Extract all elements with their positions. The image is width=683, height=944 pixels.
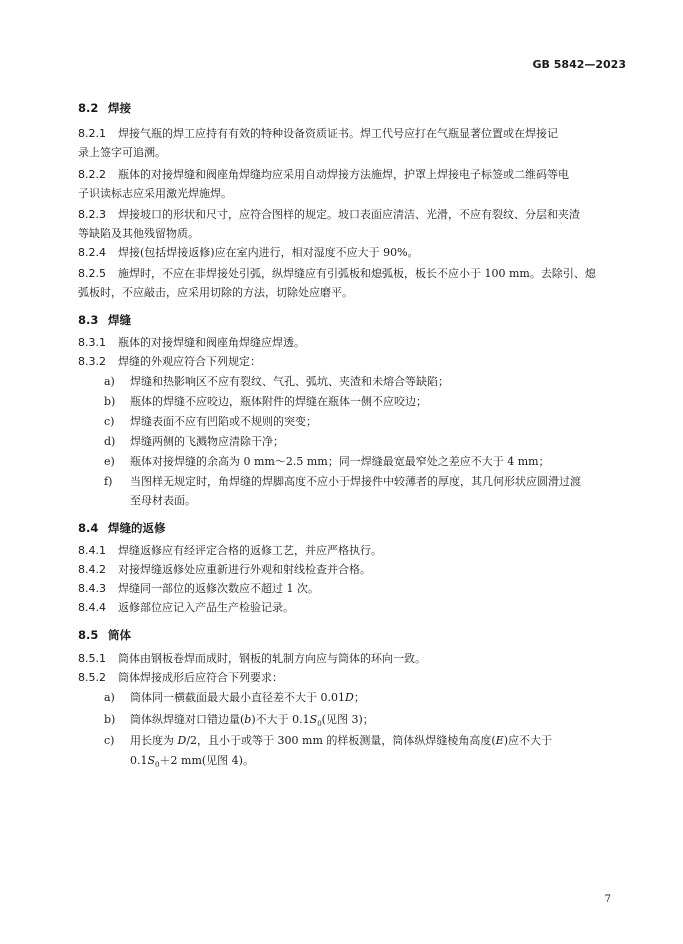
clause-number: 8.4.3 [78,582,106,595]
clause-number: 8.2.1 [78,127,106,140]
var-d: D [345,691,354,704]
var-d: D [177,734,187,747]
clause-8-3-2 [78,352,627,371]
section-8-3-title [78,312,131,328]
list-item-f [104,472,627,491]
clause-8-4-3 [78,579,627,598]
clause-text: 焊缝返修应有经评定合格的返修工艺，并应严格执行。 [118,544,382,557]
list-text: 焊缝两侧的飞溅物应清除干净； [130,435,284,448]
clause-8-2-5-cont [78,283,627,302]
req-text: 0.1 [130,754,148,767]
clause-8-4-4 [78,598,627,617]
clause-text: 焊接坡口的形状和尺寸，应符合图样的规定。坡口表面应清洁、光滑，不应有裂纹、分层和夹渣 [118,208,580,221]
clause-text: 等缺陷及其他残留物质。 [78,227,199,240]
clause-text: 焊接(包括焊接返修)应在室内进行，相对湿度不应大于 90%。 [118,246,419,259]
req-text: ＋2 mm(见图 4)。 [159,754,254,767]
req-text: 筒体纵焊缝对口错边量( [130,713,245,726]
section-8-4-title [78,520,166,536]
req-text: )不大于 0.1 [251,713,310,726]
subscript: 0 [155,761,160,770]
clause-number: 8.2.3 [78,208,106,221]
var-b: b [244,713,252,726]
list-text: 焊缝表面不应有凹陷或不规则的突变； [130,415,317,428]
section-number: 8.4 [78,521,99,535]
section-8-5-title [78,627,131,643]
clause-text: 对接焊缝返修处应重新进行外观和射线检查并合格。 [118,563,371,576]
list-label: c) [104,415,115,428]
page-number: 7 [604,894,611,905]
req-text: 用长度为 [130,734,178,747]
clause-text: 施焊时，不应在非焊接处引弧，纵焊缝应有引弧板和熄弧板，板长不应小于 100 mm。去除引、熄 [118,267,596,280]
clause-text: 返修部位应记入产品生产检验记录。 [118,601,294,614]
clause-text: 瓶体的对接焊缝和阀座角焊缝应焊透。 [118,336,305,349]
list-item-c [104,412,627,431]
clause-8-2-1-cont [78,143,627,162]
list-label: f) [104,475,113,488]
clause-text: 瓶体的对接焊缝和阀座角焊缝均应采用自动焊接方法施焊，护罩上焊接电子标签或二维码等电 [118,168,569,181]
clause-8-2-2 [78,165,627,184]
clause-number: 8.5.2 [78,671,106,684]
list-item-f-cont [130,491,627,510]
clause-text: 弧板时，不应敲击，应采用切除的方法，切除处应磨平。 [78,286,353,299]
req-item-a [104,688,627,707]
clause-8-4-1 [78,541,627,560]
clause-8-2-4 [78,243,627,262]
list-item-b [104,392,627,411]
section-number: 8.3 [78,313,99,327]
section-8-2-title [78,100,131,116]
list-text: 当图样无规定时，角焊缝的焊脚高度不应小于焊接件中较薄者的厚度，其几何形状应圆滑过渡 [130,475,581,488]
clause-8-2-3 [78,205,627,224]
list-label: a) [104,691,115,704]
section-title-text: 筒体 [108,628,131,642]
var-s: S [147,754,156,767]
section-number: 8.5 [78,628,99,642]
clause-8-2-1 [78,124,627,143]
list-text: 至母材表面。 [130,494,196,507]
clause-number: 8.5.1 [78,652,106,665]
clause-number: 8.3.2 [78,355,106,368]
clause-text: 焊接气瓶的焊工应持有有效的特种设备资质证书。焊工代号应打在气瓶显著位置或在焊接记 [118,127,558,140]
list-item-d [104,432,627,451]
subscript: 0 [317,720,322,729]
clause-number: 8.2.2 [78,168,106,181]
clause-text: 焊缝的外观应符合下列规定： [118,355,261,368]
clause-number: 8.3.1 [78,336,106,349]
req-text: ； [353,691,365,704]
list-text: 瓶体对接焊缝的余高为 0 mm～2.5 mm；同一焊缝最宽最窄处之差应不大于 4 mm； [130,455,550,468]
clause-text: 筒体焊接成形后应符合下列要求： [118,671,283,684]
clause-text: 录上签字可追溯。 [78,146,166,159]
req-text: (见图 3)； [321,713,374,726]
clause-text: 筒体由钢板卷焊而成时，钢板的轧制方向应与筒体的环向一致。 [118,652,426,665]
clause-8-4-2 [78,560,627,579]
clause-8-5-2 [78,668,627,687]
clause-text: 子识读标志应采用激光焊施焊。 [78,187,232,200]
clause-number: 8.4.2 [78,563,106,576]
list-label: b) [104,713,116,726]
req-text: 筒体同一横截面最大最小直径差不大于 0.01 [130,691,345,704]
clause-number: 8.2.4 [78,246,106,259]
list-label: b) [104,395,116,408]
list-text: 瓶体的焊缝不应咬边，瓶体附件的焊缝在瓶体一侧不应咬边； [130,395,427,408]
clause-text: 焊缝同一部位的返修次数应不超过 1 次。 [118,582,319,595]
var-s: S [309,713,318,726]
list-item-e [104,452,627,471]
req-item-c-cont [130,751,627,775]
clause-number: 8.4.1 [78,544,106,557]
clause-number: 8.2.5 [78,267,106,280]
req-text: /2，且小于或等于 300 mm 的样板测量，筒体纵焊缝棱角高度( [186,734,496,747]
var-e: E [495,734,504,747]
req-item-c [104,731,627,750]
clause-number: 8.4.4 [78,601,106,614]
req-text: )应不大于 [503,734,552,747]
clause-8-2-5 [78,264,627,283]
list-item-a [104,372,627,391]
list-label: a) [104,375,115,388]
clause-8-2-3-cont [78,224,627,243]
section-title-text: 焊接 [108,101,131,115]
list-label: e) [104,455,115,468]
standard-number: GB 5842—2023 [532,58,626,71]
clause-8-3-1 [78,333,627,352]
list-text: 焊缝和热影响区不应有裂纹、气孔、弧坑、夹渣和未熔合等缺陷； [130,375,449,388]
list-label: c) [104,734,115,747]
section-title-text: 焊缝 [108,313,131,327]
section-number: 8.2 [78,101,99,115]
section-title-text: 焊缝的返修 [108,521,166,535]
clause-8-2-2-cont [78,184,627,203]
list-label: d) [104,435,116,448]
clause-8-5-1 [78,649,627,668]
